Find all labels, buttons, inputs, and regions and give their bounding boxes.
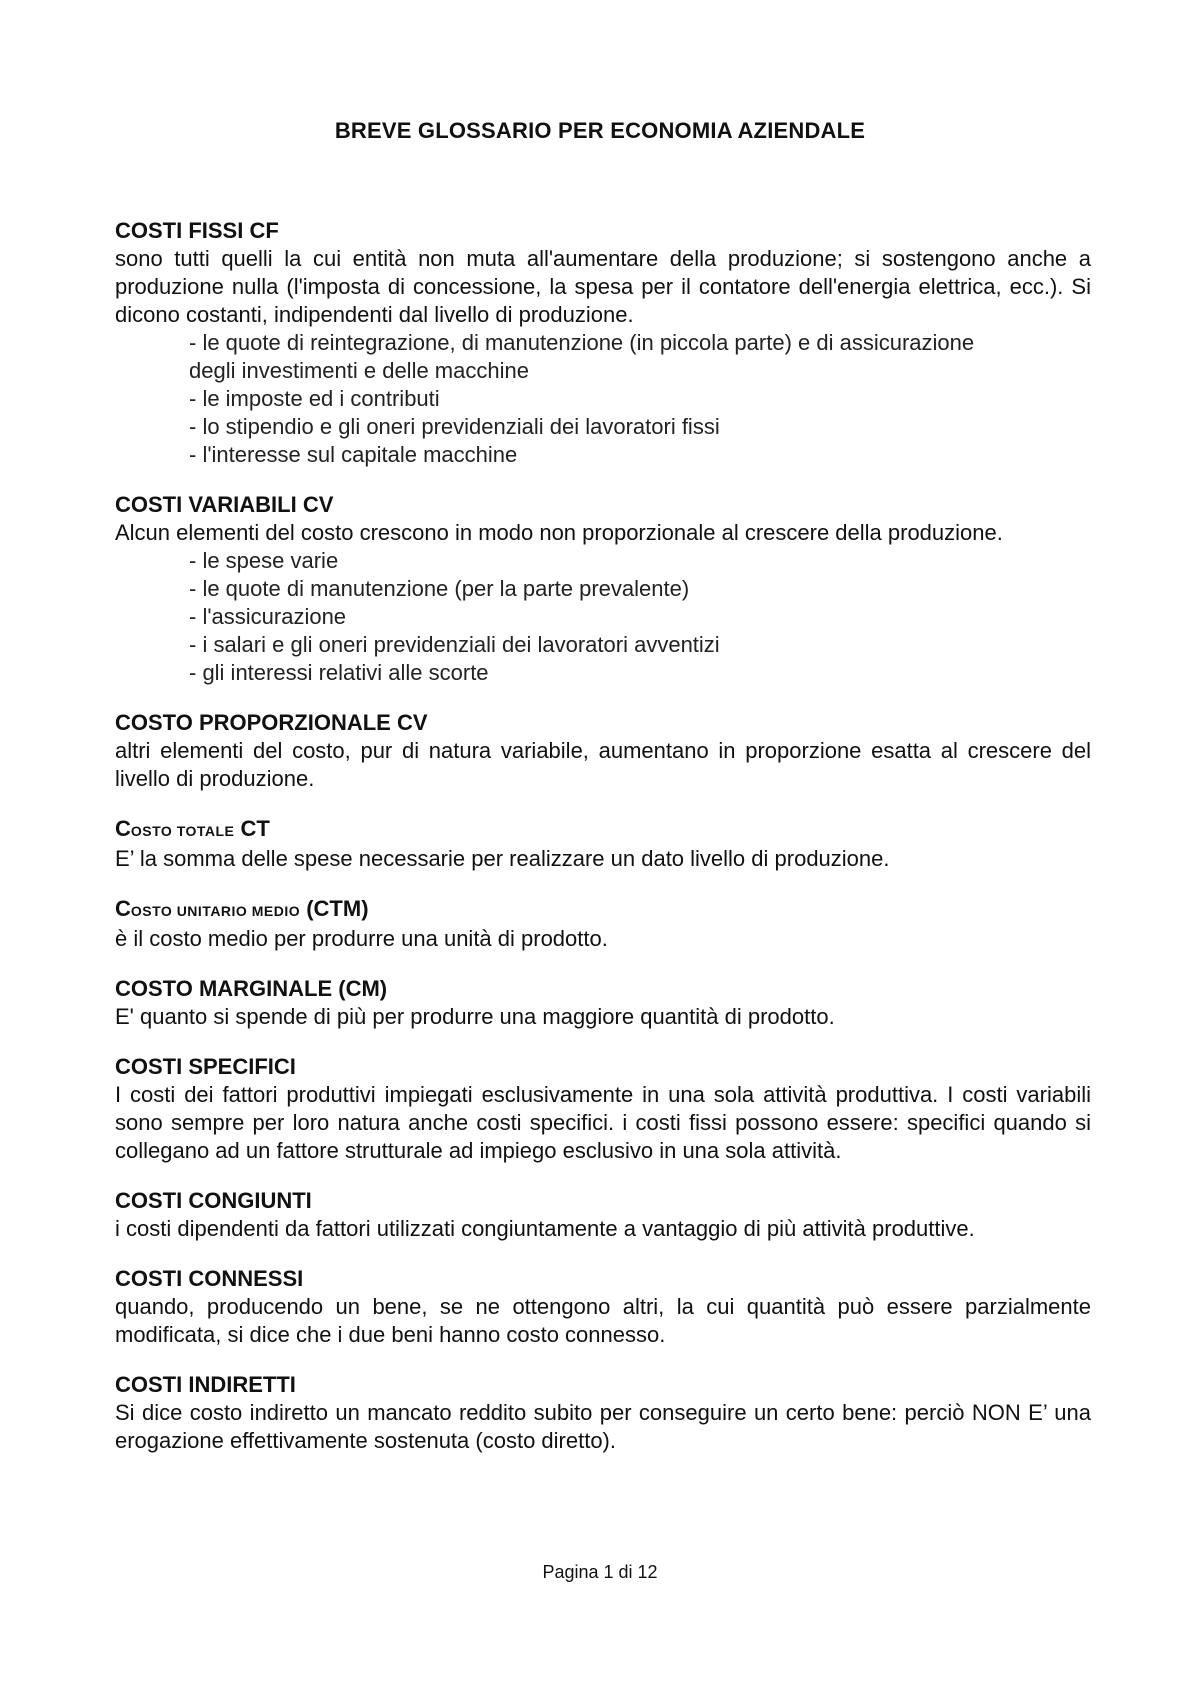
bullet-item: - le quote di reintegrazione, di manutenzione (in piccola parte) e di assicurazione [189,330,975,355]
bullet-item: - l'interesse sul capitale macchine [189,442,518,467]
entry-definition: sono tutti quelli la cui entità non muta all'aumentare della produzione; si sostengono anche a produzione nulla (l'imposta di concessione, la spesa per il contatore dell'energia elettrica, ecc.). Si dicono costanti, indipendenti dal livello di produzione. [115,246,1091,327]
entry-definition: è il costo medio per produrre una unità di prodotto. [115,926,608,951]
entry-term: COSTI CONGIUNTI [115,1188,312,1213]
term-suffix: CT [234,816,270,841]
entry-term: COSTO MARGINALE (CM) [115,976,388,1001]
glossary-entry-costi-congiunti [115,1187,1091,1243]
glossary-entry-costo-proporzionale [115,709,1091,793]
glossary-entry-costo-unitario-medio [115,895,1091,953]
bullet-item: - lo stipendio e gli oneri previdenziali dei lavoratori fissi [189,414,720,439]
entry-definition: E' quanto si spende di più per produrre una maggiore quantità di prodotto. [115,1004,835,1029]
entry-term [115,895,1091,925]
term-small-caps: OSTO TOTALE [130,823,235,839]
entry-term: COSTI INDIRETTI [115,1372,296,1397]
term-initial: C [115,816,131,841]
entry-definition: Alcun elementi del costo crescono in modo non proporzionale al crescere della produzione. [115,520,1003,545]
document-title: BREVE GLOSSARIO PER ECONOMIA AZIENDALE [334,118,866,143]
glossary-entry-costi-specifici [115,1053,1091,1165]
term-suffix: (CTM) [300,896,369,921]
entry-definition: quando, producendo un bene, se ne ottengono altri, la cui quantità può essere parzialmente modificata, si dice che i due beni hanno costo connesso. [115,1294,1091,1347]
entry-term: COSTI SPECIFICI [115,1054,296,1079]
bullet-item: degli investimenti e delle macchine [189,358,529,383]
entry-definition: I costi dei fattori produttivi impiegati esclusivamente in una sola attività produttiva. I costi variabili sono sempre per loro natura anche costi specifici. i costi fissi possono essere: specifici quando si collegano ad un fattore strutturale ad impiego esclusivo in una sola attività. [115,1082,1091,1163]
entry-bullet-list [115,329,1091,469]
bullet-item: - gli interessi relativi alle scorte [189,660,489,685]
bullet-item: - le quote di manutenzione (per la parte prevalente) [189,576,690,601]
term-small-caps: OSTO UNITARIO MEDIO [130,903,301,919]
entry-definition: altri elementi del costo, pur di natura variabile, aumentano in proporzione esatta al crescere del livello di produzione. [115,738,1091,791]
entry-definition: E’ la somma delle spese necessarie per realizzare un dato livello di produzione. [115,846,890,871]
bullet-item: - l'assicurazione [189,604,347,629]
entry-term: COSTI VARIABILI CV [115,492,334,517]
page-number: Pagina 1 di 12 [542,1562,658,1582]
bullet-item: - i salari e gli oneri previdenziali dei lavoratori avventizi [189,632,720,657]
entry-term: COSTO PROPORZIONALE CV [115,710,428,735]
bullet-item: - le imposte ed i contributi [189,386,440,411]
glossary-entry-costo-marginale [115,975,1091,1031]
entry-term: COSTI FISSI CF [115,218,279,243]
term-initial: C [115,896,131,921]
glossary-entry-costi-fissi [115,217,1091,469]
glossary-entry-costi-variabili [115,491,1091,687]
entry-term [115,815,1091,845]
entry-definition: Si dice costo indiretto un mancato reddito subito per conseguire un certo bene: perciò NON E’ una erogazione effettivamente sostenuta (costo diretto). [115,1400,1091,1453]
glossary-entry-costi-indiretti [115,1371,1091,1455]
glossary-entry-costi-connessi [115,1265,1091,1349]
entry-bullet-list [115,547,1091,687]
entry-definition: i costi dipendenti da fattori utilizzati congiuntamente a vantaggio di più attività produttive. [115,1216,975,1241]
bullet-item: - le spese varie [189,548,339,573]
entry-term: COSTI CONNESSI [115,1266,304,1291]
glossary-content [115,217,1091,1477]
glossary-entry-costo-totale [115,815,1091,873]
